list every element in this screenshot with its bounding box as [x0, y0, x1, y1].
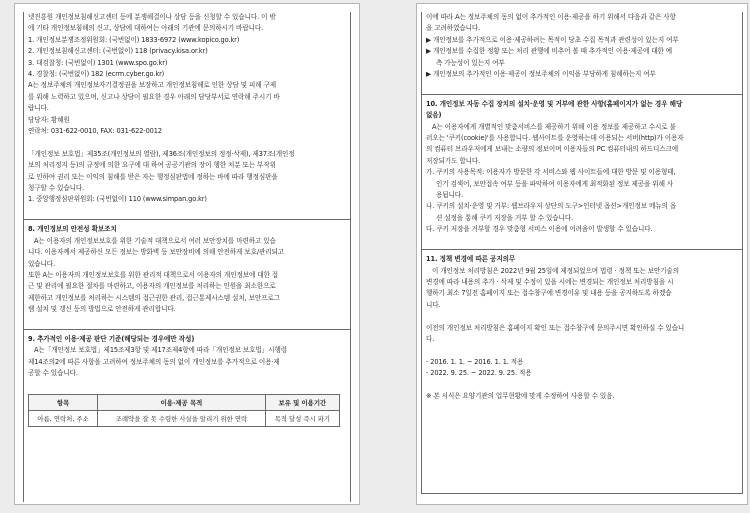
- text-line: 랍니다.: [28, 104, 49, 113]
- text-line: 있습니다.: [28, 259, 56, 268]
- page-left-content: [23, 12, 351, 502]
- text-line: 니다.: [426, 300, 441, 309]
- list-item-continued: 션 설정을 통해 쿠키 저장을 거부 할 수 있습니다.: [436, 213, 574, 222]
- text-line: 로 인하여 권리 또는 이익의 침해를 받은 자는 행정심판법에 정하는 바에 따라 행정심판을: [28, 172, 278, 181]
- table-row: [29, 410, 340, 426]
- table-cell: 조례약을 잘 못 수령한 사실을 알리기 위한 연락: [98, 410, 266, 426]
- table-header-row: [29, 394, 340, 410]
- text-line: 의 컴퓨터 브라우저에게 보내는 소량의 정보이며 이용자들의 PC 컴퓨터내의 하드디스크에: [426, 145, 679, 154]
- text-line: A는 정보주체의 개인정보자기결정권을 보장하고 개인정보침해로 인한 상담 및 피해 구제: [28, 81, 277, 90]
- text-line: 에 기타 개인정보침해의 신고, 상담에 대하여는 아래의 기관에 문의하시기 바랍니다.: [28, 24, 264, 33]
- section-9-title: 9. 추가적인 이용·제공 판단 기준(해당되는 경우에만 작성): [28, 334, 195, 343]
- agency-line: 2. 개인정보침해신고센터: (국번없이) 118 (privacy.kisa.or.kr): [28, 47, 208, 56]
- text-line: 이전의 개인정보 처리방침은 홈페이지 확인 또는 접수창구에 문의주시면 확인하실 수 있습니: [426, 323, 685, 332]
- contact-person: 담당자: 황혜원: [28, 115, 70, 124]
- text-line: A는 이용자의 개인정보보호를 위한 기술적 대책으로서 여러 보안장치를 마련하고 있습: [34, 236, 276, 245]
- section-divider: [24, 329, 350, 330]
- document-page-right: [416, 3, 748, 505]
- bullet-item: ▶ 개인정보를 수집한 정황 또는 처리 관행에 비추어 볼 때 추가적인 이용·제공에 대한 예: [426, 47, 673, 56]
- list-item: 나. 쿠키의 설치·운영 및 거부: 웹브라우저 상단의 도구>인터넷 옵션>개인정보 메뉴의 옵: [426, 202, 677, 211]
- text-line: 러오는 '쿠키(cookie)'를 사용합니다. 웹사이트를 운영하는데 이용되는 서버(http)가 이용자: [426, 134, 684, 143]
- text-line: 행하기 최소 7일전 홈페이지 또는 접수창구에 변경이유 및 내용 등을 공지하도록 하겠습: [426, 289, 672, 298]
- text-line: A는「개인정보 보호법」제15조제3항 및 제17조제4항에 따라「개인정보 보호법」시행령: [34, 346, 288, 355]
- list-item: 가. 쿠키의 사용목적: 이용자가 방문한 각 서비스와 웹 사이트들에 대한 방문 및 이용형태,: [426, 168, 676, 177]
- table-header-cell: 항목: [29, 394, 98, 410]
- text-line: 다.: [426, 334, 435, 343]
- list-item-continued: 용됩니다.: [436, 191, 464, 200]
- text-line: 「개인정보 보호법」제35조(개인정보의 열람), 제36조(개인정보의 정정·삭제), 제37조(개인정: [28, 149, 295, 158]
- text-line: 램 설치 및 갱신 등의 방법으로 안전하게 관리합니다.: [28, 305, 176, 314]
- content-frame-left: [23, 12, 351, 502]
- text-line: 공할 수 있습니다.: [28, 369, 78, 378]
- purpose-table: [28, 394, 340, 427]
- text-line: 근 및 관리에 필요한 절차를 마련하고, 이용자의 개인정보를 처리하는 인원을 최소한으로: [28, 282, 276, 291]
- text-line: 을 고려하였습니다.: [426, 24, 481, 33]
- contact-phone: 연락처: 031-622-0010, FAX: 031-622-0012: [28, 127, 162, 136]
- agency-line: 4. 경찰청: (국번없이) 182 (ecrm.cyber.go.kr): [28, 70, 165, 79]
- text-line: 이에 따라 A는 정보주체의 동의 없이 추가적인 이용·제공을 하기 위해서 다음과 같은 사항: [426, 13, 676, 21]
- list-item: 다. 쿠키 저장을 거부할 경우 맞춤형 서비스 이용에 어려움이 발생할 수 있습니다.: [426, 225, 653, 234]
- text-line: 청구할 수 있습니다.: [28, 184, 85, 193]
- text-line: A는 이용자에게 개별적인 맞춤서비스를 제공하기 위해 이용 정보를 제공하고 수시로 불: [432, 122, 676, 131]
- history-item: - 2016. 1. 1. ~ 2016. 1. 1. 적용: [426, 357, 524, 366]
- text-line: 보의 처리정지 등)의 규정에 의한 요구에 대 하여 공공기관의 장이 행한 처분 또는 부작위: [28, 161, 276, 170]
- text-line: 또한 A는 이용자의 개인정보보호를 위한 관리적 대책으로서 이용자의 개인정보에 대한 접: [28, 270, 279, 279]
- bullet-item: ▶ 개인정보의 추가적인 이용·제공이 정보주체의 이익을 부당하게 침해하는지 여부: [426, 70, 656, 79]
- text-line: 를 위해 노력하고 있으며, 신고나 상담이 필요한 경우 아래의 담당부서로 연락해 주시기 바: [28, 92, 280, 101]
- agency-line: 1. 개인정보분쟁조정위원회: (국번없이) 1833-6972 (www.kopico.go.kr): [28, 35, 240, 44]
- section-divider: [422, 94, 742, 95]
- text-line: 넷진흥원 개인정보침해신고센터 등에 분쟁해결이나 상담 등을 신청할 수 있습니다. 이 밖: [28, 13, 276, 21]
- section-divider: [422, 249, 742, 250]
- text-line: 이 개인정보 처리방침은 2022년 9월 25일에 제정되었으며 법령 · 정책 또는 보안기술의: [432, 266, 679, 275]
- section-10-title: 10. 개인정보 자동 수집 장치의 설치·운영 및 거부에 관한 사항(홈페이지가 없는 경우 해당: [426, 99, 683, 108]
- page-right-content: [421, 12, 743, 494]
- agency-line: 1. 중앙행정심판위원회: (국번없이) 110 (www.simpan.go.kr): [28, 195, 207, 204]
- bullet-item-continued: 측 가능성이 있는지 여부: [436, 58, 505, 67]
- footnote: ※ 본 서식은 요양기관의 업무현황에 맞게 수정하여 사용할 수 있음.: [426, 391, 615, 400]
- table-cell: 목적 달성 즉시 파기: [265, 410, 339, 426]
- section-11-title: 11. 정책 변경에 따른 공지의무: [426, 255, 516, 264]
- text-line: 변경에 따라 내용의 추가 · 삭제 및 수정이 있을 시에는 변경되는 개인정보 처리방침을 시: [426, 277, 674, 286]
- content-frame-right: [421, 12, 743, 494]
- text-line: 저장되기도 합니다.: [426, 156, 481, 165]
- agency-line: 3. 대검찰청: (국번없이) 1301 (www.spo.go.kr): [28, 58, 168, 67]
- text-line: 니다. 이용자께서 제공하신 모든 정보는 방화벽 등 보안장비에 의해 안전하게 보호/관리되고: [28, 248, 285, 257]
- document-page-left: [14, 3, 360, 505]
- bullet-item: ▶ 개인정보를 추가적으로 이용·제공하려는 목적이 당초 수집 목적과 관련성이 있는지 여부: [426, 35, 679, 44]
- table-header-cell: 이용·제공 목적: [98, 394, 266, 410]
- section-10-title-continued: 없음): [426, 111, 442, 120]
- table-header-cell: 보유 및 이용기간: [265, 394, 339, 410]
- history-item: - 2022. 9. 25. ~ 2022. 9. 25. 적용: [426, 369, 532, 378]
- section-divider: [24, 219, 350, 220]
- table-cell: 아름, 연락처, 주소: [29, 410, 98, 426]
- text-line: 제한하고 개인정보를 처리하는 시스템의 접근권한 관리, 접근통제시스템 설치, 보안프로그: [28, 293, 280, 302]
- section-8-title: 8. 개인정보의 안전성 확보조치: [28, 225, 117, 234]
- list-item-continued: 인기 검색어, 보안접속 여부 등을 파악하여 이용자에게 최적화된 정보 제공을 위해 사: [436, 179, 674, 188]
- text-line: 제14조의2에 따른 사항을 고려하여 정보주체의 동의 없이 개인정보를 추가적으로 이용·제: [28, 357, 280, 366]
